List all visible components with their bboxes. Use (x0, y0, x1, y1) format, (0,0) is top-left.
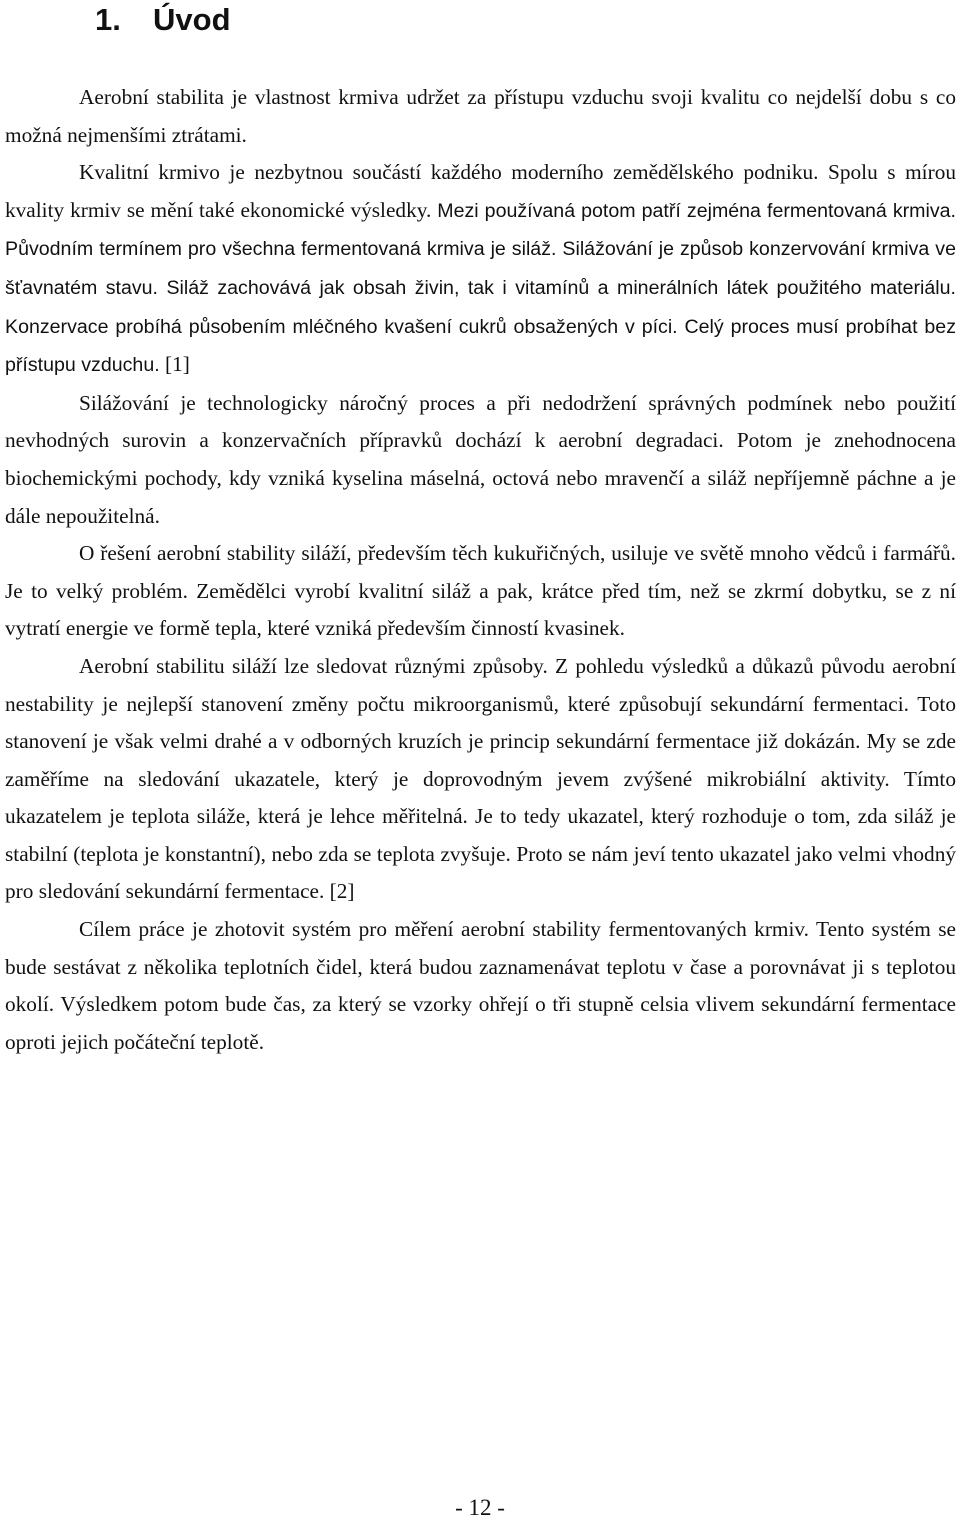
citation: [1] (159, 352, 190, 377)
text-run: Mezi používaná potom patří zejména fermentovaná krmiva. Původním termínem pro všechna fermentovaná krmiva je siláž. Silážování je způsob konzervování krmiva ve šťavnatém stavu. Siláž zachovává jak obsah živin, tak i vitamínů a minerálních látek použitého materiálu. Konzervace probíhá působením mléčného kvašení cukrů obsažených v píci. Celý proces musí probíhat bez přístupu vzduchu. (5, 199, 956, 377)
text-run: Silážování je technologicky náročný proces a při nedodržení správných podmínek nebo použití nevhodných surovin a konzervačních přípravků dochází k aerobní degradaci. Potom je znehodnocena biochemickými pochody, kdy vzniká kyselina máselná, octová nebo mravenčí a siláž nepříjemně páchne a je dále nepoužitelná. (5, 390, 956, 528)
text-run: Kvalitní krmivo je nezbytnou součástí každého moderního zemědělského podniku. Spolu s mírou kvality krmiv se mění také ekonomické výsledky. (5, 160, 956, 222)
text-run: Cílem práce je zhotovit systém pro měření aerobní stability fermentovaných krmiv. Tento systém se bude sestávat z několika teplotních čidel, která budou zaznamenávat teplotu v čase a porovnávat ji s teplotou okolí. Výsledkem potom bude čas, za který se vzorky ohřejí o tři stupně celsia vlivem sekundární fermentace oproti jejich počáteční teplotě. (5, 917, 956, 1054)
text-run: Aerobní stabilita je vlastnost krmiva udržet za přístupu vzduchu svoji kvalitu co nejdelší dobu s co možná nejmenšími ztrátami. (5, 85, 956, 147)
text-run: Aerobní stabilitu siláží lze sledovat různými způsoby. Z pohledu výsledků a důkazů původu aerobní nestability je nejlepší stanovení změny počtu mikroorganismů, které způsobují sekundární fermentaci. Toto stanovení je však velmi drahé a v odborných kruzích je princip sekundární fermentace již dokázán. My se zde zaměříme na sledování ukazatele, který je doprovodným jevem zvýšené mikrobiální aktivity. Tímto ukazatelem je teplota siláže, která je lehce měřitelná. Je to tedy ukazatel, který rozhoduje o tom, zda siláž je stabilní (teplota je konstantní), nebo zda se teplota zvyšuje. Proto se nám jeví tento ukazatel jako velmi vhodný pro sledování sekundární fermentace. [2] (5, 653, 956, 904)
paragraph (5, 79, 956, 154)
body-text (5, 79, 956, 1061)
chapter-number: 1. (95, 2, 121, 37)
text-run: O řešení aerobní stability siláží, především těch kukuřičných, usiluje ve světě mnoho vědců i farmářů. Je to velký problém. Zemědělci vyrobí kvalitní siláž a pak, krátce před tím, než se zkrmí dobytku, se z ní vytratí energie ve formě tepla, které vzniká především činností kvasinek. (5, 541, 956, 641)
paragraph (5, 385, 956, 535)
paragraph (5, 154, 956, 385)
paragraph (5, 535, 956, 648)
chapter-heading (95, 0, 231, 40)
paragraph (5, 911, 956, 1061)
chapter-title: Úvod (153, 2, 231, 37)
page-number: - 12 - (455, 1495, 505, 1520)
paragraph (5, 648, 956, 911)
